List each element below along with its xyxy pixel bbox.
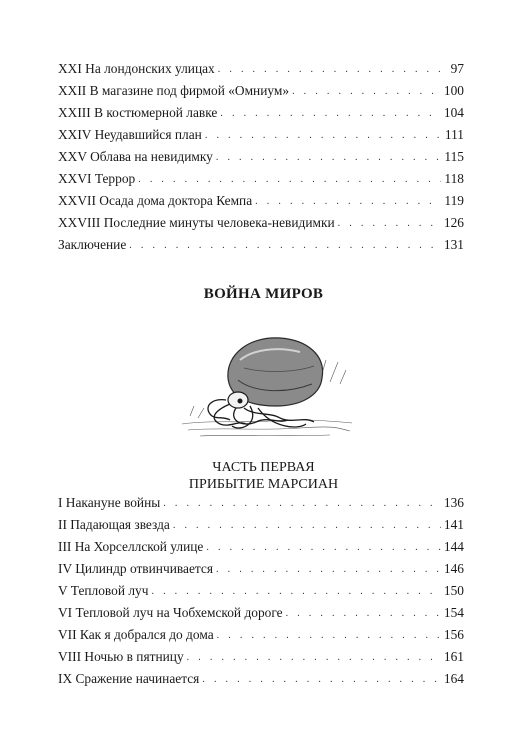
toc-entry <box>58 190 464 212</box>
toc-entry-title: XXVIII Последние минуты человека-невидимки <box>58 215 335 230</box>
toc-entry-page: 164 <box>443 671 464 686</box>
work-title: ВОЙНА МИРОВ <box>203 286 324 302</box>
toc-entry-title: XXIII В костюмерной лавке <box>58 105 218 120</box>
toc-leader-dots <box>286 603 441 625</box>
toc-entry <box>58 580 464 602</box>
toc-entry <box>58 102 464 124</box>
toc-leader-dots <box>216 559 441 581</box>
toc-entry-page: 115 <box>444 149 464 164</box>
part-number: ЧАСТЬ ПЕРВАЯ <box>212 460 315 475</box>
toc-entry-page: 97 <box>450 61 464 76</box>
toc-entry-title: III На Хорселлской улице <box>58 539 204 554</box>
toc-entry-page: 156 <box>443 627 464 642</box>
toc-entry <box>58 234 464 256</box>
toc-entry-page: 131 <box>443 237 464 252</box>
toc-entry <box>58 124 464 146</box>
toc-entry <box>58 646 464 668</box>
martian-illustration <box>180 320 355 442</box>
toc-leader-dots <box>173 515 441 537</box>
toc-entry <box>58 58 464 80</box>
toc-entry-page: 104 <box>443 105 464 120</box>
toc-entry <box>58 514 464 536</box>
toc-leader-dots <box>220 103 441 125</box>
toc-entry-title: VIII Ночью в пятницу <box>58 649 184 664</box>
toc-entry-title: I Накануне войны <box>58 495 161 510</box>
toc-entry <box>58 558 464 580</box>
toc-entry <box>58 492 464 514</box>
toc-entry-title: XXVI Террор <box>58 171 136 186</box>
toc-entry-page: 144 <box>443 539 464 554</box>
toc-entry-title: VII Как я добрался до дома <box>58 627 214 642</box>
toc-leader-dots <box>216 147 442 169</box>
toc-entry-page: 126 <box>443 215 464 230</box>
toc-entry-page: 118 <box>444 171 464 186</box>
toc-entry-title: Заключение <box>58 237 127 252</box>
toc-entry-page: 150 <box>443 583 464 598</box>
toc-entry-title: XXII В магазине под фирмой «Омниум» <box>58 83 290 98</box>
toc-leader-dots <box>255 191 441 213</box>
toc-list-top <box>58 58 464 256</box>
toc-entry <box>58 536 464 558</box>
toc-entry-page: 119 <box>444 193 464 208</box>
toc-entry <box>58 168 464 190</box>
toc-entry-page: 136 <box>443 495 464 510</box>
toc-entry-page: 141 <box>443 517 464 532</box>
toc-entry-title: VI Тепловой луч на Чобхемской дороге <box>58 605 283 620</box>
toc-entry-title: XXIV Неудавшийся план <box>58 127 202 142</box>
toc-leader-dots <box>129 235 441 257</box>
toc-entry <box>58 212 464 234</box>
toc-leader-dots <box>205 125 442 147</box>
toc-leader-dots <box>217 625 441 647</box>
toc-entry-page: 146 <box>443 561 464 576</box>
toc-leader-dots <box>218 59 448 81</box>
toc-entry-title: V Тепловой луч <box>58 583 149 598</box>
toc-entry-title: XXV Облава на невидимку <box>58 149 213 164</box>
toc-entry-title: IV Цилиндр отвинчивается <box>58 561 214 576</box>
part-heading <box>0 459 527 493</box>
toc-leader-dots <box>202 669 441 691</box>
toc-entry <box>58 602 464 624</box>
toc-entry-title: IX Сражение начинается <box>58 671 200 686</box>
toc-leader-dots <box>338 213 441 235</box>
toc-entry <box>58 668 464 690</box>
toc-entry <box>58 624 464 646</box>
toc-leader-dots <box>206 537 441 559</box>
toc-entry <box>58 146 464 168</box>
toc-entry-title: XXI На лондонских улицах <box>58 61 215 76</box>
part-title: ПРИБЫТИЕ МАРСИАН <box>188 477 339 492</box>
toc-leader-dots <box>138 169 441 191</box>
toc-entry-page: 100 <box>443 83 464 98</box>
toc-entry-title: XXVII Осада дома доктора Кемпа <box>58 193 253 208</box>
toc-entry-title: II Падающая звезда <box>58 517 170 532</box>
toc-entry-page: 154 <box>443 605 464 620</box>
toc-entry-page: 111 <box>444 127 464 142</box>
toc-leader-dots <box>292 81 441 103</box>
toc-leader-dots <box>163 493 441 515</box>
toc-leader-dots <box>187 647 441 669</box>
toc-entry <box>58 80 464 102</box>
toc-leader-dots <box>151 581 440 603</box>
toc-list-bottom <box>58 492 464 690</box>
toc-entry-page: 161 <box>443 649 464 664</box>
